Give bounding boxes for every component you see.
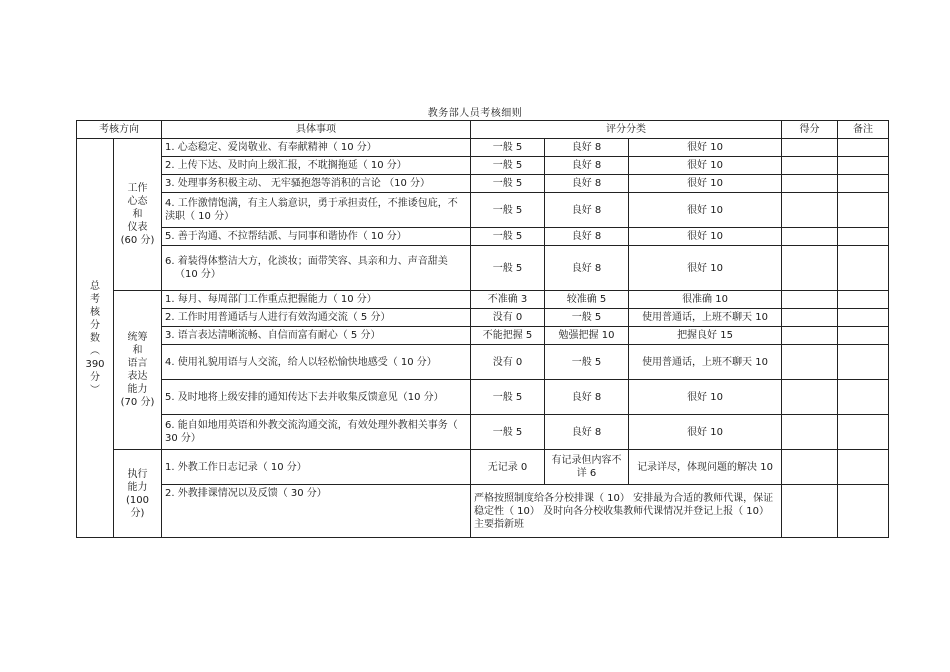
score-level-1: 没有 0 (471, 309, 545, 327)
score-cell[interactable] (782, 415, 838, 450)
remarks-cell[interactable] (838, 309, 889, 327)
item-text: 1. 外教工作日志记录（ 10 分） (162, 450, 471, 485)
item-text: 5. 及时地将上级安排的通知传达下去并收集反馈意见（10 分） (162, 380, 471, 415)
table-row (77, 291, 889, 309)
table-row (77, 175, 889, 193)
score-cell[interactable] (782, 485, 838, 538)
score-level-2: 有记录但内容不详 6 (545, 450, 629, 485)
score-cell[interactable] (782, 450, 838, 485)
remarks-cell[interactable] (838, 380, 889, 415)
score-level-1: 一般 5 (471, 246, 545, 291)
score-level-3: 很好 10 (629, 193, 782, 228)
score-cell[interactable] (782, 327, 838, 345)
item-text: 1. 心态稳定、爱岗敬业、有奉献精神（ 10 分） (162, 139, 471, 157)
total-score-label: 总 考 核 分 数 ︵ 390 分 ︶ (77, 139, 114, 538)
score-level-1: 一般 5 (471, 175, 545, 193)
score-level-2: 一般 5 (545, 309, 629, 327)
score-level-1: 一般 5 (471, 139, 545, 157)
score-level-2: 良好 8 (545, 175, 629, 193)
score-cell[interactable] (782, 246, 838, 291)
scheduling-criteria: 严格按照制度给各分校排课（ 10） 安排最为合适的教师代课，保证稳定性（ 10） 及时向各分校收集教师代课情况并登记上报（ 10） 主要指新班 (471, 485, 782, 538)
header-remarks: 备注 (838, 121, 889, 139)
item-main: 6. 着装得体整洁大方，化淡妆；面带笑容、具亲和力、声音甜美 (165, 256, 448, 267)
score-level-2: 勉强把握 10 (545, 327, 629, 345)
score-level-3: 很好 10 (629, 246, 782, 291)
remarks-cell[interactable] (838, 157, 889, 175)
header-row (77, 121, 889, 139)
score-level-2: 良好 8 (545, 157, 629, 175)
group-work-attitude-label: 工作 心态 和 仪表 (60 分) (114, 139, 162, 291)
table-row (77, 415, 889, 450)
score-level-3: 使用普通话，上班不聊天 10 (629, 309, 782, 327)
score-cell[interactable] (782, 291, 838, 309)
document-title: 教务部人员考核细则 (427, 108, 523, 119)
score-level-1: 一般 5 (471, 380, 545, 415)
remarks-cell[interactable] (838, 415, 889, 450)
score-level-3: 很好 10 (629, 228, 782, 246)
score-level-2: 良好 8 (545, 246, 629, 291)
item-text (162, 246, 471, 291)
item-text: 2. 上传下达、及时向上级汇报，不耽搁拖延（ 10 分） (162, 157, 471, 175)
remarks-cell[interactable] (838, 345, 889, 380)
score-level-2: 良好 8 (545, 380, 629, 415)
item-text: 1. 每月、每周部门工作重点把握能力（ 10 分） (162, 291, 471, 309)
item-points: （10 分） (175, 269, 221, 280)
table-row (77, 380, 889, 415)
score-level-3: 很好 10 (629, 175, 782, 193)
table-row (77, 228, 889, 246)
score-level-1: 不能把握 5 (471, 327, 545, 345)
table-row (77, 246, 889, 291)
header-scoring: 评分分类 (471, 121, 782, 139)
table-row (77, 485, 889, 538)
score-level-1: 一般 5 (471, 228, 545, 246)
item-text: 2. 工作时用普通话与人进行有效沟通交流（ 5 分） (162, 309, 471, 327)
score-level-3: 很好 10 (629, 157, 782, 175)
remarks-cell[interactable] (838, 175, 889, 193)
item-text: 3. 语言表达清晰流畅、自信而富有耐心（ 5 分） (162, 327, 471, 345)
table-row (77, 345, 889, 380)
item-text: 3. 处理事务积极主动、 无牢骚抱怨等消积的言论 （10 分） (162, 175, 471, 193)
header-items: 具体事项 (162, 121, 471, 139)
score-cell[interactable] (782, 175, 838, 193)
score-level-1: 不准确 3 (471, 291, 545, 309)
assessment-table (76, 120, 889, 538)
table-row (77, 139, 889, 157)
score-cell[interactable] (782, 193, 838, 228)
header-direction: 考核方向 (77, 121, 162, 139)
score-level-3: 很好 10 (629, 380, 782, 415)
item-text: 2. 外教排课情况以及反馈（ 30 分） (162, 485, 471, 538)
score-cell[interactable] (782, 309, 838, 327)
item-text: 5. 善于沟通、不拉帮结派、与同事和谐协作（ 10 分） (162, 228, 471, 246)
remarks-cell[interactable] (838, 139, 889, 157)
remarks-cell[interactable] (838, 485, 889, 538)
group-coordination-label: 统筹 和 语言 表达 能力 (70 分) (114, 291, 162, 450)
score-cell[interactable] (782, 380, 838, 415)
score-level-1: 一般 5 (471, 415, 545, 450)
remarks-cell[interactable] (838, 246, 889, 291)
score-cell[interactable] (782, 157, 838, 175)
score-level-2: 较准确 5 (545, 291, 629, 309)
remarks-cell[interactable] (838, 228, 889, 246)
remarks-cell[interactable] (838, 450, 889, 485)
score-level-2: 良好 8 (545, 415, 629, 450)
score-cell[interactable] (782, 345, 838, 380)
item-text: 4. 使用礼貌用语与人交流，给人以轻松愉快地感受（ 10 分） (162, 345, 471, 380)
remarks-cell[interactable] (838, 291, 889, 309)
score-cell[interactable] (782, 139, 838, 157)
score-level-2: 良好 8 (545, 139, 629, 157)
score-level-2: 良好 8 (545, 193, 629, 228)
score-level-3: 很好 10 (629, 139, 782, 157)
score-level-2: 一般 5 (545, 345, 629, 380)
item-text: 4. 工作激情饱满，有主人翁意识，勇于承担责任，不推诿包庇，不渎职（ 10 分） (162, 193, 471, 228)
group-execution-label: 执行 能力 (100 分) (114, 450, 162, 538)
item-text: 6. 能自如地用英语和外教交流沟通交流，有效处理外教相关事务（ 30 分） (162, 415, 471, 450)
remarks-cell[interactable] (838, 193, 889, 228)
score-level-3: 很好 10 (629, 415, 782, 450)
score-level-1: 一般 5 (471, 157, 545, 175)
table-row (77, 193, 889, 228)
remarks-cell[interactable] (838, 327, 889, 345)
score-cell[interactable] (782, 228, 838, 246)
table-row (77, 309, 889, 327)
score-level-3: 记录详尽，体现问题的解决 10 (629, 450, 782, 485)
table-row (77, 450, 889, 485)
score-level-1: 无记录 0 (471, 450, 545, 485)
header-score: 得分 (782, 121, 838, 139)
score-level-3: 很准确 10 (629, 291, 782, 309)
score-level-1: 一般 5 (471, 193, 545, 228)
score-level-3: 使用普通话，上班不聊天 10 (629, 345, 782, 380)
score-level-1: 没有 0 (471, 345, 545, 380)
table-row (77, 327, 889, 345)
score-level-2: 良好 8 (545, 228, 629, 246)
score-level-3: 把握良好 15 (629, 327, 782, 345)
table-row (77, 157, 889, 175)
